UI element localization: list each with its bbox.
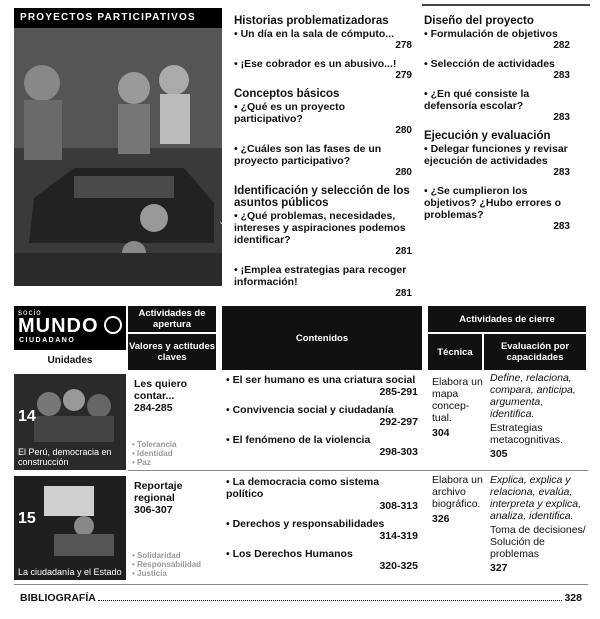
toc-page: 279	[395, 70, 412, 81]
unit-15-apertura	[134, 480, 216, 516]
value-item: • Tolerancia	[132, 440, 176, 449]
tecnica-text: Elabora un mapa concep-tual.	[432, 376, 483, 424]
content-page: 285-291	[379, 386, 418, 398]
leader-dots	[98, 592, 563, 601]
toc-item[interactable]: • ¡Ese cobrador es un abusivo...!	[234, 58, 412, 70]
section-heading: Diseño del proyecto	[424, 15, 534, 27]
toc-item[interactable]: • ¡Emplea estrategias para recoger información!	[234, 264, 412, 288]
logo-mundo: MUNDO	[18, 315, 99, 337]
unit-caption: La ciudadanía y el Estado	[18, 567, 122, 577]
toc-item[interactable]: • Formulación de objetivos	[424, 28, 570, 40]
section-heading: Ejecución y evaluación	[424, 130, 551, 142]
chapter-illustration	[14, 8, 233, 286]
unit-14-contents	[226, 374, 418, 464]
eval-capacities: Explica, explica y relaciona, evalúa, interpreta y explica, analiza, identifica.	[490, 474, 582, 522]
eval-page: 327	[490, 562, 508, 574]
unit-14-image	[14, 374, 126, 470]
eval-strategy: Estrategias metacognitivas.	[490, 422, 563, 446]
unit-15-image	[14, 476, 126, 580]
toc-page: 283	[553, 221, 570, 232]
section-heading: Historias problematizadoras	[234, 15, 389, 27]
comic-illustration	[14, 28, 222, 286]
content-page: 292-297	[379, 416, 418, 428]
panel-title: PROYECTOS PARTICIPATIVOS	[14, 8, 222, 28]
value-item: • Solidaridad	[132, 551, 201, 560]
toc-item[interactable]: • ¿Qué es un proyecto participativo?	[234, 101, 412, 125]
contenidos-header: Contenidos	[222, 306, 422, 370]
toc-page: 280	[395, 125, 412, 136]
cierre-header: Actividades de cierre	[428, 306, 586, 332]
valores-header: Valores y actitudes claves	[128, 334, 216, 370]
logo-ciudadano: CIUDADANO	[19, 337, 76, 344]
top-rule	[422, 4, 590, 6]
toc-page: 283	[553, 167, 570, 178]
row-divider	[128, 470, 588, 471]
globe-icon	[104, 316, 122, 334]
unit-number: 15	[18, 510, 36, 527]
tecnica-header: Técnica	[428, 334, 482, 370]
toc-item[interactable]: • ¿Qué problemas, necesidades, intereses y aspiraciones podemos identificar?	[234, 210, 412, 246]
toc-page: 283	[553, 70, 570, 81]
content-page: 314-319	[379, 530, 418, 542]
unit-caption: El Perú, democracia en construcción	[18, 447, 112, 467]
bibliografia-line[interactable]	[20, 592, 582, 604]
tecnica-text: Elabora un archivo biográfico.	[432, 474, 483, 510]
apertura-header: Actividades de apertura	[128, 306, 216, 332]
toc-item[interactable]: • ¿En qué consiste la defensoría escolar?	[424, 88, 570, 112]
value-item: • Responsabilidad	[132, 560, 201, 569]
toc-page: 281	[395, 246, 412, 257]
section-heading: Conceptos básicos	[234, 88, 340, 100]
unidades-header: Unidades	[47, 355, 93, 366]
socio-mundo-logo	[14, 306, 126, 350]
unit-15-evaluacion	[490, 474, 588, 574]
apertura-title[interactable]: Les quiero contar...	[134, 378, 188, 402]
section-heading: Identificación y selección de los asuntos públicos	[234, 185, 410, 209]
unit-14-evaluacion	[490, 372, 588, 460]
content-item[interactable]: • Derechos y responsabilidades	[226, 518, 418, 530]
apertura-title[interactable]: Reportaje regional	[134, 480, 183, 504]
tecnica-page: 304	[432, 427, 450, 439]
value-item: • Paz	[132, 458, 176, 467]
toc-item[interactable]: • ¿Cuáles son las fases de un proyecto participativo?	[234, 143, 412, 167]
content-item[interactable]: • El fenómeno de la violencia	[226, 434, 418, 446]
toc-page: 278	[395, 40, 412, 51]
toc-item[interactable]: • Selección de actividades	[424, 58, 570, 70]
toc-page: 283	[553, 112, 570, 123]
content-page: 320-325	[379, 560, 418, 572]
eval-page: 305	[490, 448, 508, 460]
value-item: • Identidad	[132, 449, 176, 458]
bibliografia-page: 328	[564, 592, 582, 604]
toc-item[interactable]: • Delegar funciones y revisar ejecución de actividades	[424, 143, 570, 167]
content-item[interactable]: • Los Derechos Humanos	[226, 548, 418, 560]
content-item[interactable]: • Convivencia social y ciudadanía	[226, 404, 418, 416]
unit-15-values	[132, 551, 201, 578]
eval-strategy: Toma de decisiones/ Solución de problemas	[490, 524, 586, 560]
content-page: 308-313	[379, 500, 418, 512]
apertura-pages: 306-307	[134, 504, 173, 516]
apertura-pages: 284-285	[134, 402, 173, 414]
toc-page: 280	[395, 167, 412, 178]
value-item: • Justicia	[132, 569, 201, 578]
content-page: 298-303	[379, 446, 418, 458]
unit-15-contents	[226, 476, 418, 578]
bibliografia-label: BIBLIOGRAFÍA	[20, 592, 96, 604]
unit-14-tecnica	[432, 376, 484, 439]
logo-socio: socio	[18, 308, 42, 317]
unit-14-apertura	[134, 378, 216, 414]
tecnica-page: 326	[432, 513, 450, 525]
bottom-divider	[14, 584, 588, 585]
unit-15-tecnica	[432, 474, 486, 525]
unit-14-values	[132, 440, 176, 467]
vertical-slogan: ¡AQUÍ, EL QUE MANDA SOY YO!	[221, 72, 233, 255]
toc-column-2	[424, 15, 570, 239]
eval-capacities: Define, relaciona, compara, anticipa, argumenta, identifica.	[490, 372, 576, 420]
toc-page: 282	[553, 40, 570, 51]
unit-number: 14	[18, 408, 36, 425]
toc-item[interactable]: • Un día en la sala de cómputo...	[234, 28, 412, 40]
meeting-photo	[14, 476, 126, 580]
content-item[interactable]: • La democracia como sistema político	[226, 476, 418, 500]
evaluacion-header: Evaluación por capacidades	[484, 334, 586, 370]
content-item[interactable]: • El ser humano es una criatura social	[226, 374, 418, 386]
toc-column-1	[234, 15, 412, 336]
toc-item[interactable]: • ¿Se cumplieron los objetivos? ¿Hubo errores o problemas?	[424, 185, 570, 221]
toc-page: 281	[395, 288, 412, 299]
